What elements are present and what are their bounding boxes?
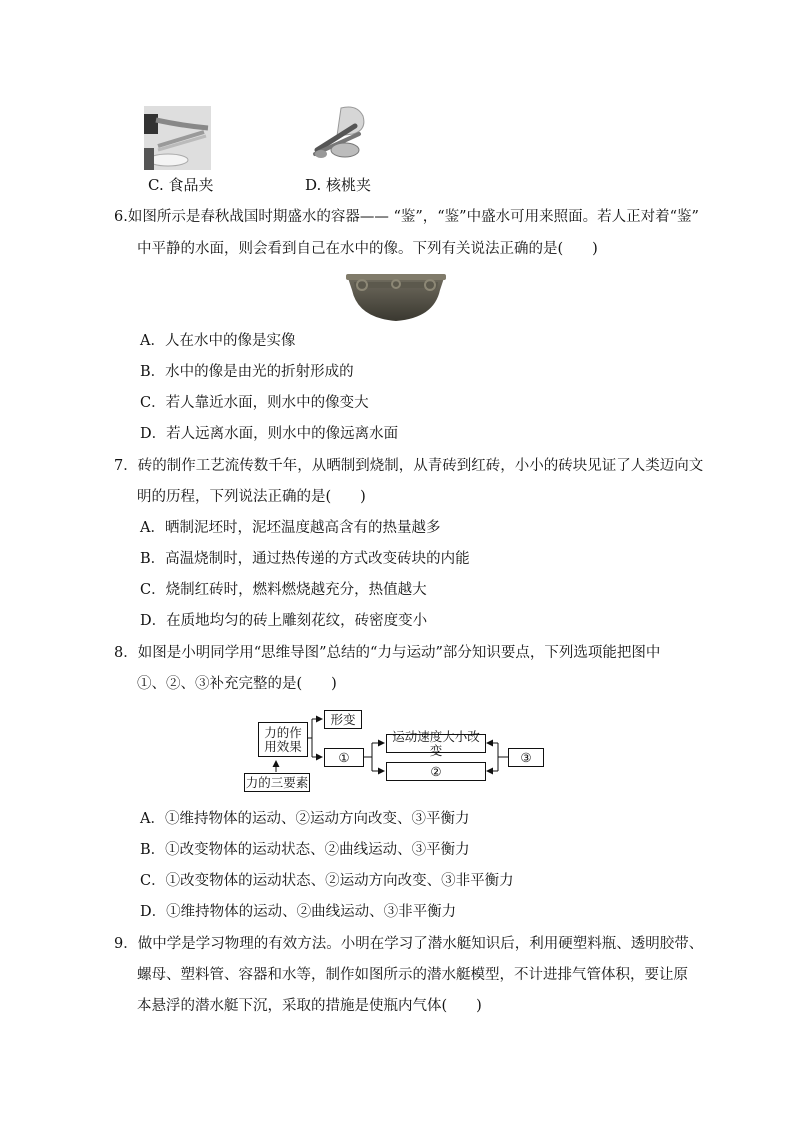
blank-3-box: ③ [508,748,544,767]
blank-2-box: ② [386,762,486,781]
speed-change-box: 运动速度大小改变 [386,734,486,753]
blank-1-box: ① [324,748,364,767]
walnut-cracker-photo [307,104,367,164]
food-tongs-photo [144,106,211,170]
q8-option-c: C．①改变物体的运动状态、②运动方向改变、③非平衡力 [140,873,514,889]
q7-option-a: A．晒制泥坯时，泥坯温度越高含有的热量越多 [140,520,441,536]
mind-map-diagram [240,706,550,796]
q7-option-d: D．在质地均匀的砖上雕刻花纹，砖密度变小 [140,613,428,629]
option-d-caption: D. 核桃夹 [305,176,372,194]
q9-stem-line2: 螺母、塑料管、容器和水等，制作如图所示的潜水艇模型，不计进排气管体积，要让原 [137,967,688,983]
q8-stem-line2: ①、②、③补充完整的是( ) [137,676,337,692]
q6-option-a: A．人在水中的像是实像 [140,333,296,349]
q6-option-c: C．若人靠近水面，则水中的像变大 [140,395,369,411]
q7-stem-line2: 明的历程，下列说法正确的是( ) [137,489,366,505]
q9-stem-line3: 本悬浮的潜水艇下沉，采取的措施是使瓶内气体( ) [137,998,482,1014]
bronze-jian-vessel-photo [344,268,448,322]
q6-option-b: B．水中的像是由光的折射形成的 [140,364,354,380]
q6-stem-line2: 中平静的水面，则会看到自己在水中的像。下列有关说法正确的是( ) [137,241,598,257]
q9-stem-line1: 9．做中学是学习物理的有效方法。小明在学习了潜水艇知识后，利用硬塑料瓶、透明胶带、 [114,936,704,952]
q7-option-b: B．高温烧制时，通过热传递的方式改变砖块的内能 [140,551,470,567]
q7-stem-line1: 7．砖的制作工艺流传数千年，从晒制到烧制，从青砖到红砖，小小的砖块见证了人类迈向文 [114,458,704,474]
q7-option-c: C．烧制红砖时，燃料燃烧越充分，热值越大 [140,582,427,598]
deformation-box: 形变 [324,710,362,729]
option-c-caption: C. 食品夹 [148,176,214,194]
q6-option-d: D．若人远离水面，则水中的像远离水面 [140,426,399,442]
q8-option-b: B．①改变物体的运动状态、②曲线运动、③平衡力 [140,842,470,858]
force-effect-box: 力的作用效果 [258,722,308,757]
three-elements-box: 力的三要素 [244,773,310,792]
q8-stem-line1: 8．如图是小明同学用“思维导图”总结的“力与运动”部分知识要点，下列选项能把图中 [114,645,661,661]
q8-option-d: D．①维持物体的运动、②曲线运动、③非平衡力 [140,904,457,920]
q8-option-a: A．①维持物体的运动、②运动方向改变、③平衡力 [140,811,470,827]
q6-stem-line1: 6.如图所示是春秋战国时期盛水的容器—— “鉴”，“鉴”中盛水可用来照面。若人正对着“鉴” [114,209,699,225]
